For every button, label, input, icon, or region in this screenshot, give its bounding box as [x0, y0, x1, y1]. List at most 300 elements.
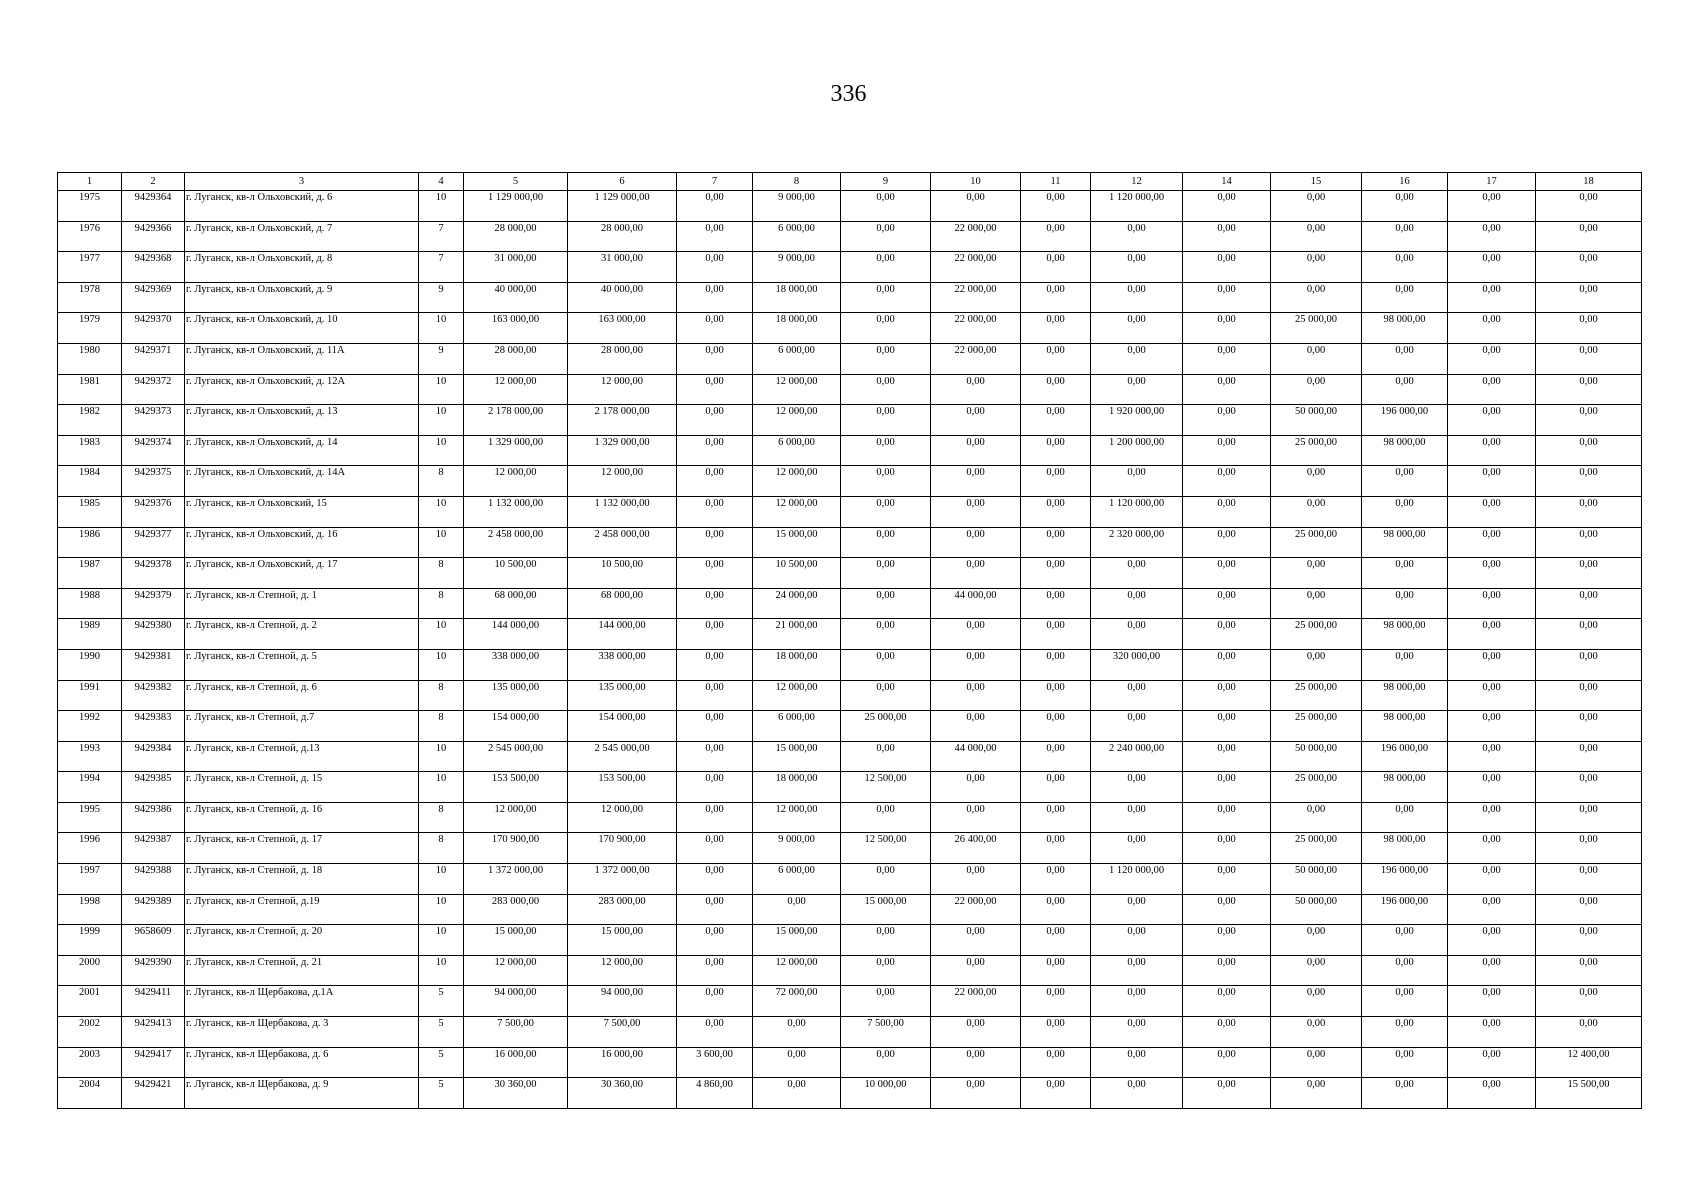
- table-cell: 10: [419, 435, 464, 466]
- table-cell: 0,00: [1091, 221, 1183, 252]
- address-cell: г. Луганск, кв-л Степной, д. 17: [185, 833, 419, 864]
- table-cell: 0,00: [1448, 802, 1536, 833]
- table-cell: 0,00: [1448, 772, 1536, 803]
- table-cell: 6 000,00: [753, 711, 841, 742]
- table-cell: 1 329 000,00: [568, 435, 677, 466]
- table-cell: 0,00: [1448, 955, 1536, 986]
- table-cell: 22 000,00: [931, 313, 1021, 344]
- table-cell: 0,00: [1536, 864, 1642, 895]
- table-cell: 0,00: [931, 711, 1021, 742]
- table-cell: 0,00: [931, 649, 1021, 680]
- column-header: 4: [419, 173, 464, 191]
- table-cell: 0,00: [841, 619, 931, 650]
- table-cell: 0,00: [1091, 955, 1183, 986]
- table-cell: 0,00: [1183, 1017, 1271, 1048]
- table-cell: 10 500,00: [568, 558, 677, 589]
- table-cell: 98 000,00: [1362, 680, 1448, 711]
- table-cell: 9429379: [122, 588, 185, 619]
- table-row: [58, 527, 1642, 558]
- table-cell: 0,00: [1448, 619, 1536, 650]
- address-cell: г. Луганск, кв-л Ольховский, д. 11А: [185, 343, 419, 374]
- table-cell: 0,00: [1021, 343, 1091, 374]
- table-cell: 0,00: [1536, 588, 1642, 619]
- address-cell: г. Луганск, кв-л Ольховский, д. 13: [185, 405, 419, 436]
- table-cell: 9429413: [122, 1017, 185, 1048]
- table-header-row: [58, 173, 1642, 191]
- table-cell: 0,00: [1536, 925, 1642, 956]
- column-header: 2: [122, 173, 185, 191]
- table-cell: 7 500,00: [464, 1017, 568, 1048]
- table-cell: 0,00: [1362, 496, 1448, 527]
- table-cell: 0,00: [1448, 343, 1536, 374]
- table-cell: 25 000,00: [1271, 711, 1362, 742]
- column-header: 18: [1536, 173, 1642, 191]
- table-cell: 6 000,00: [753, 864, 841, 895]
- table-body: [58, 191, 1642, 1109]
- table-cell: 0,00: [677, 925, 753, 956]
- table-cell: 44 000,00: [931, 741, 1021, 772]
- table-cell: 12 000,00: [568, 802, 677, 833]
- table-cell: 0,00: [1021, 405, 1091, 436]
- table-cell: 10 500,00: [753, 558, 841, 589]
- table-cell: 0,00: [841, 405, 931, 436]
- table-cell: 0,00: [931, 955, 1021, 986]
- table-cell: 0,00: [1271, 374, 1362, 405]
- table-cell: 0,00: [841, 343, 931, 374]
- table-cell: 72 000,00: [753, 986, 841, 1017]
- table-cell: 0,00: [841, 802, 931, 833]
- table-cell: 50 000,00: [1271, 864, 1362, 895]
- column-header: 10: [931, 173, 1021, 191]
- table-cell: 0,00: [1448, 374, 1536, 405]
- table-cell: 9429371: [122, 343, 185, 374]
- column-header: 1: [58, 173, 122, 191]
- column-header: 5: [464, 173, 568, 191]
- table-cell: 0,00: [677, 802, 753, 833]
- table-cell: 0,00: [1271, 282, 1362, 313]
- table-cell: 1 329 000,00: [464, 435, 568, 466]
- table-cell: 0,00: [1091, 619, 1183, 650]
- table-cell: 0,00: [1183, 925, 1271, 956]
- column-header: 17: [1448, 173, 1536, 191]
- address-cell: г. Луганск, кв-л Степной, д. 5: [185, 649, 419, 680]
- address-cell: г. Луганск, кв-л Степной, д. 1: [185, 588, 419, 619]
- table-cell: 0,00: [1536, 527, 1642, 558]
- table-cell: 0,00: [1271, 558, 1362, 589]
- table-cell: 1992: [58, 711, 122, 742]
- table-row: [58, 374, 1642, 405]
- table-cell: 0,00: [931, 527, 1021, 558]
- table-cell: 9429384: [122, 741, 185, 772]
- table-cell: 0,00: [677, 282, 753, 313]
- table-cell: 12 000,00: [753, 466, 841, 497]
- table-cell: 0,00: [677, 1017, 753, 1048]
- table-cell: 12 000,00: [464, 802, 568, 833]
- table-cell: 0,00: [1448, 925, 1536, 956]
- table-cell: 9429411: [122, 986, 185, 1017]
- table-cell: 68 000,00: [464, 588, 568, 619]
- table-row: [58, 1047, 1642, 1078]
- table-cell: 2003: [58, 1047, 122, 1078]
- table-cell: 1981: [58, 374, 122, 405]
- table-cell: 0,00: [1448, 558, 1536, 589]
- table-cell: 0,00: [1271, 649, 1362, 680]
- page-number: 336: [830, 81, 867, 107]
- table-cell: 0,00: [1091, 772, 1183, 803]
- table-cell: 0,00: [1091, 1047, 1183, 1078]
- table-cell: 0,00: [677, 680, 753, 711]
- table-cell: 22 000,00: [931, 221, 1021, 252]
- table-cell: 0,00: [753, 1047, 841, 1078]
- table-cell: 0,00: [1271, 466, 1362, 497]
- table-cell: 163 000,00: [464, 313, 568, 344]
- table-cell: 0,00: [931, 1078, 1021, 1109]
- address-cell: г. Луганск, кв-л Степной, д. 20: [185, 925, 419, 956]
- table-cell: 1997: [58, 864, 122, 895]
- table-cell: 0,00: [1536, 680, 1642, 711]
- address-cell: г. Луганск, кв-л Ольховский, д. 8: [185, 252, 419, 283]
- table-cell: 94 000,00: [568, 986, 677, 1017]
- table-cell: 170 900,00: [568, 833, 677, 864]
- table-cell: 0,00: [841, 221, 931, 252]
- table-cell: 0,00: [1362, 955, 1448, 986]
- table-row: [58, 680, 1642, 711]
- table-cell: 0,00: [1183, 619, 1271, 650]
- table-cell: 0,00: [677, 558, 753, 589]
- table-cell: 9429374: [122, 435, 185, 466]
- table-cell: 8: [419, 711, 464, 742]
- table-cell: 0,00: [1536, 374, 1642, 405]
- table-cell: 9429417: [122, 1047, 185, 1078]
- table-cell: 8: [419, 802, 464, 833]
- table-cell: 26 400,00: [931, 833, 1021, 864]
- table-cell: 25 000,00: [1271, 772, 1362, 803]
- table-cell: 9: [419, 282, 464, 313]
- table-cell: 0,00: [931, 405, 1021, 436]
- table-cell: 22 000,00: [931, 252, 1021, 283]
- table-cell: 31 000,00: [464, 252, 568, 283]
- table-cell: 2002: [58, 1017, 122, 1048]
- table-cell: 10 500,00: [464, 558, 568, 589]
- table-cell: 0,00: [931, 619, 1021, 650]
- table-cell: 0,00: [677, 374, 753, 405]
- table-cell: 12 500,00: [841, 772, 931, 803]
- table-cell: 135 000,00: [464, 680, 568, 711]
- table-cell: 0,00: [931, 558, 1021, 589]
- table-cell: 6 000,00: [753, 343, 841, 374]
- table-cell: 0,00: [1448, 1017, 1536, 1048]
- table-cell: 0,00: [1183, 649, 1271, 680]
- table-cell: 0,00: [1021, 558, 1091, 589]
- table-cell: 1 120 000,00: [1091, 191, 1183, 222]
- table-cell: 7 500,00: [841, 1017, 931, 1048]
- table-cell: 1985: [58, 496, 122, 527]
- column-header: 6: [568, 173, 677, 191]
- table-cell: 0,00: [1183, 986, 1271, 1017]
- table-cell: 0,00: [1271, 343, 1362, 374]
- table-cell: 1 132 000,00: [464, 496, 568, 527]
- table-cell: 25 000,00: [1271, 680, 1362, 711]
- table-cell: 28 000,00: [464, 343, 568, 374]
- table-cell: 18 000,00: [753, 772, 841, 803]
- table-cell: 0,00: [1091, 374, 1183, 405]
- address-cell: г. Луганск, кв-л Ольховский, д. 17: [185, 558, 419, 589]
- table-cell: 0,00: [931, 802, 1021, 833]
- table-cell: 0,00: [1536, 313, 1642, 344]
- table-cell: 320 000,00: [1091, 649, 1183, 680]
- table-cell: 196 000,00: [1362, 405, 1448, 436]
- table-cell: 0,00: [1183, 833, 1271, 864]
- table-row: [58, 925, 1642, 956]
- table-cell: 5: [419, 986, 464, 1017]
- table-cell: 0,00: [1448, 1047, 1536, 1078]
- address-cell: г. Луганск, кв-л Ольховский, д. 14А: [185, 466, 419, 497]
- table-cell: 0,00: [1448, 741, 1536, 772]
- table-cell: 0,00: [1448, 588, 1536, 619]
- table-cell: 1980: [58, 343, 122, 374]
- table-cell: 0,00: [841, 649, 931, 680]
- table-cell: 0,00: [1183, 405, 1271, 436]
- table-cell: 0,00: [1183, 680, 1271, 711]
- table-cell: 0,00: [1183, 374, 1271, 405]
- table-cell: 0,00: [677, 191, 753, 222]
- table-cell: 0,00: [1021, 527, 1091, 558]
- table-cell: 1996: [58, 833, 122, 864]
- table-cell: 0,00: [841, 282, 931, 313]
- table-cell: 1982: [58, 405, 122, 436]
- table-cell: 0,00: [1536, 741, 1642, 772]
- table-cell: 0,00: [1536, 191, 1642, 222]
- table-row: [58, 894, 1642, 925]
- table-cell: 0,00: [1362, 1047, 1448, 1078]
- table-cell: 0,00: [1091, 711, 1183, 742]
- table-cell: 22 000,00: [931, 343, 1021, 374]
- table-cell: 0,00: [1271, 588, 1362, 619]
- column-header: 7: [677, 173, 753, 191]
- table-cell: 0,00: [1021, 711, 1091, 742]
- column-header: 12: [1091, 173, 1183, 191]
- table-row: [58, 496, 1642, 527]
- table-cell: 0,00: [1448, 435, 1536, 466]
- table-cell: 25 000,00: [1271, 435, 1362, 466]
- address-cell: г. Луганск, кв-л Щербакова, д. 6: [185, 1047, 419, 1078]
- table-cell: 0,00: [841, 252, 931, 283]
- address-cell: г. Луганск, кв-л Щербакова, д. 3: [185, 1017, 419, 1048]
- table-cell: 12 000,00: [753, 680, 841, 711]
- table-cell: 0,00: [841, 191, 931, 222]
- table-row: [58, 986, 1642, 1017]
- table-cell: 2001: [58, 986, 122, 1017]
- table-cell: 0,00: [1448, 894, 1536, 925]
- table-cell: 0,00: [931, 466, 1021, 497]
- table-cell: 0,00: [1021, 741, 1091, 772]
- table-cell: 0,00: [1362, 282, 1448, 313]
- table-cell: 0,00: [1021, 833, 1091, 864]
- address-cell: г. Луганск, кв-л Ольховский, д. 16: [185, 527, 419, 558]
- table-cell: 0,00: [1536, 955, 1642, 986]
- table-cell: 1979: [58, 313, 122, 344]
- table-cell: 0,00: [753, 894, 841, 925]
- table-cell: 0,00: [1536, 772, 1642, 803]
- table-cell: 12 000,00: [753, 405, 841, 436]
- table-cell: 0,00: [1183, 435, 1271, 466]
- table-cell: 0,00: [1183, 1078, 1271, 1109]
- table-cell: 9429375: [122, 466, 185, 497]
- table-cell: 0,00: [1448, 1078, 1536, 1109]
- address-cell: г. Луганск, кв-л Щербакова, д.1А: [185, 986, 419, 1017]
- address-cell: г. Луганск, кв-л Ольховский, д. 12А: [185, 374, 419, 405]
- table-cell: 0,00: [1091, 588, 1183, 619]
- table-cell: 10: [419, 864, 464, 895]
- address-cell: г. Луганск, кв-л Ольховский, д. 10: [185, 313, 419, 344]
- table-cell: 10: [419, 894, 464, 925]
- address-cell: г. Луганск, кв-л Степной, д. 21: [185, 955, 419, 986]
- table-cell: 0,00: [931, 191, 1021, 222]
- table-cell: 0,00: [677, 619, 753, 650]
- table-cell: 9429377: [122, 527, 185, 558]
- table-cell: 0,00: [1091, 680, 1183, 711]
- address-cell: г. Луганск, кв-л Степной, д. 2: [185, 619, 419, 650]
- table-cell: 0,00: [1021, 221, 1091, 252]
- table-cell: 9429388: [122, 864, 185, 895]
- table-cell: 0,00: [1091, 466, 1183, 497]
- table-cell: 0,00: [841, 680, 931, 711]
- table-cell: 0,00: [1271, 252, 1362, 283]
- table-cell: 12 500,00: [841, 833, 931, 864]
- table-cell: 9429389: [122, 894, 185, 925]
- table-cell: 1 120 000,00: [1091, 864, 1183, 895]
- table-cell: 0,00: [677, 955, 753, 986]
- table-cell: 1 372 000,00: [568, 864, 677, 895]
- table-cell: 7: [419, 221, 464, 252]
- table-cell: 98 000,00: [1362, 619, 1448, 650]
- table-cell: 12 400,00: [1536, 1047, 1642, 1078]
- address-cell: г. Луганск, кв-л Степной, д.7: [185, 711, 419, 742]
- table-cell: 0,00: [677, 588, 753, 619]
- table-cell: 1978: [58, 282, 122, 313]
- table-cell: 9429381: [122, 649, 185, 680]
- table-cell: 0,00: [1362, 802, 1448, 833]
- table-cell: 0,00: [1271, 496, 1362, 527]
- table-cell: 0,00: [841, 864, 931, 895]
- table-cell: 9429383: [122, 711, 185, 742]
- table-cell: 9: [419, 343, 464, 374]
- table-cell: 0,00: [1448, 405, 1536, 436]
- table-cell: 0,00: [1536, 894, 1642, 925]
- table-cell: 9429378: [122, 558, 185, 589]
- table-cell: 0,00: [1536, 252, 1642, 283]
- table-row: [58, 405, 1642, 436]
- table-cell: 0,00: [1183, 343, 1271, 374]
- table-cell: 0,00: [1021, 680, 1091, 711]
- table-cell: 50 000,00: [1271, 741, 1362, 772]
- table-cell: 153 500,00: [568, 772, 677, 803]
- table-cell: 0,00: [1183, 252, 1271, 283]
- table-cell: 0,00: [1183, 802, 1271, 833]
- table-cell: 0,00: [1091, 894, 1183, 925]
- table-cell: 144 000,00: [568, 619, 677, 650]
- table-cell: 0,00: [677, 221, 753, 252]
- table-cell: 0,00: [841, 496, 931, 527]
- table-cell: 283 000,00: [464, 894, 568, 925]
- table-cell: 0,00: [1091, 282, 1183, 313]
- table-cell: 2 545 000,00: [568, 741, 677, 772]
- table-cell: 1990: [58, 649, 122, 680]
- table-cell: 1 129 000,00: [464, 191, 568, 222]
- table-cell: 0,00: [1362, 1017, 1448, 1048]
- address-cell: г. Луганск, кв-л Ольховский, 15: [185, 496, 419, 527]
- table-cell: 30 360,00: [568, 1078, 677, 1109]
- table-cell: 12 000,00: [568, 374, 677, 405]
- table-cell: 50 000,00: [1271, 405, 1362, 436]
- table-cell: 8: [419, 466, 464, 497]
- address-cell: г. Луганск, кв-л Ольховский, д. 6: [185, 191, 419, 222]
- table-cell: 28 000,00: [568, 343, 677, 374]
- table-row: [58, 435, 1642, 466]
- table-cell: 25 000,00: [1271, 527, 1362, 558]
- table-row: [58, 1017, 1642, 1048]
- table-cell: 9658609: [122, 925, 185, 956]
- table-cell: 154 000,00: [568, 711, 677, 742]
- table-cell: 25 000,00: [1271, 833, 1362, 864]
- table-cell: 338 000,00: [568, 649, 677, 680]
- table-cell: 12 000,00: [753, 374, 841, 405]
- table-cell: 0,00: [1021, 772, 1091, 803]
- table-cell: 10: [419, 496, 464, 527]
- table-cell: 0,00: [1448, 833, 1536, 864]
- table-cell: 44 000,00: [931, 588, 1021, 619]
- table-cell: 0,00: [1362, 925, 1448, 956]
- table-cell: 0,00: [931, 864, 1021, 895]
- address-cell: г. Луганск, кв-л Ольховский, д. 14: [185, 435, 419, 466]
- table-cell: 0,00: [1183, 955, 1271, 986]
- table-cell: 196 000,00: [1362, 864, 1448, 895]
- table-cell: 9429382: [122, 680, 185, 711]
- table-cell: 2 458 000,00: [464, 527, 568, 558]
- column-header: 14: [1183, 173, 1271, 191]
- table-cell: 10: [419, 925, 464, 956]
- table-cell: 0,00: [1362, 1078, 1448, 1109]
- table-row: [58, 1078, 1642, 1109]
- address-cell: г. Луганск, кв-л Ольховский, д. 9: [185, 282, 419, 313]
- table-cell: 0,00: [1448, 466, 1536, 497]
- table-cell: 22 000,00: [931, 986, 1021, 1017]
- table-cell: 0,00: [1448, 527, 1536, 558]
- table-cell: 0,00: [1021, 802, 1091, 833]
- table-cell: 25 000,00: [1271, 619, 1362, 650]
- table-cell: 22 000,00: [931, 282, 1021, 313]
- table-cell: 0,00: [1536, 558, 1642, 589]
- table-cell: 0,00: [1362, 466, 1448, 497]
- table-cell: 18 000,00: [753, 313, 841, 344]
- table-cell: 98 000,00: [1362, 527, 1448, 558]
- table-cell: 5: [419, 1078, 464, 1109]
- table-cell: 0,00: [1536, 496, 1642, 527]
- table-cell: 0,00: [1091, 925, 1183, 956]
- table-cell: 0,00: [1271, 986, 1362, 1017]
- table-cell: 0,00: [1536, 1017, 1642, 1048]
- table-cell: 1999: [58, 925, 122, 956]
- table-cell: 15 000,00: [753, 925, 841, 956]
- table-cell: 0,00: [1091, 986, 1183, 1017]
- table-cell: 0,00: [677, 711, 753, 742]
- table-cell: 0,00: [1448, 680, 1536, 711]
- address-cell: г. Луганск, кв-л Степной, д. 6: [185, 680, 419, 711]
- table-cell: 0,00: [1021, 374, 1091, 405]
- table-cell: 0,00: [841, 588, 931, 619]
- table-cell: 0,00: [1271, 925, 1362, 956]
- table-cell: 9429386: [122, 802, 185, 833]
